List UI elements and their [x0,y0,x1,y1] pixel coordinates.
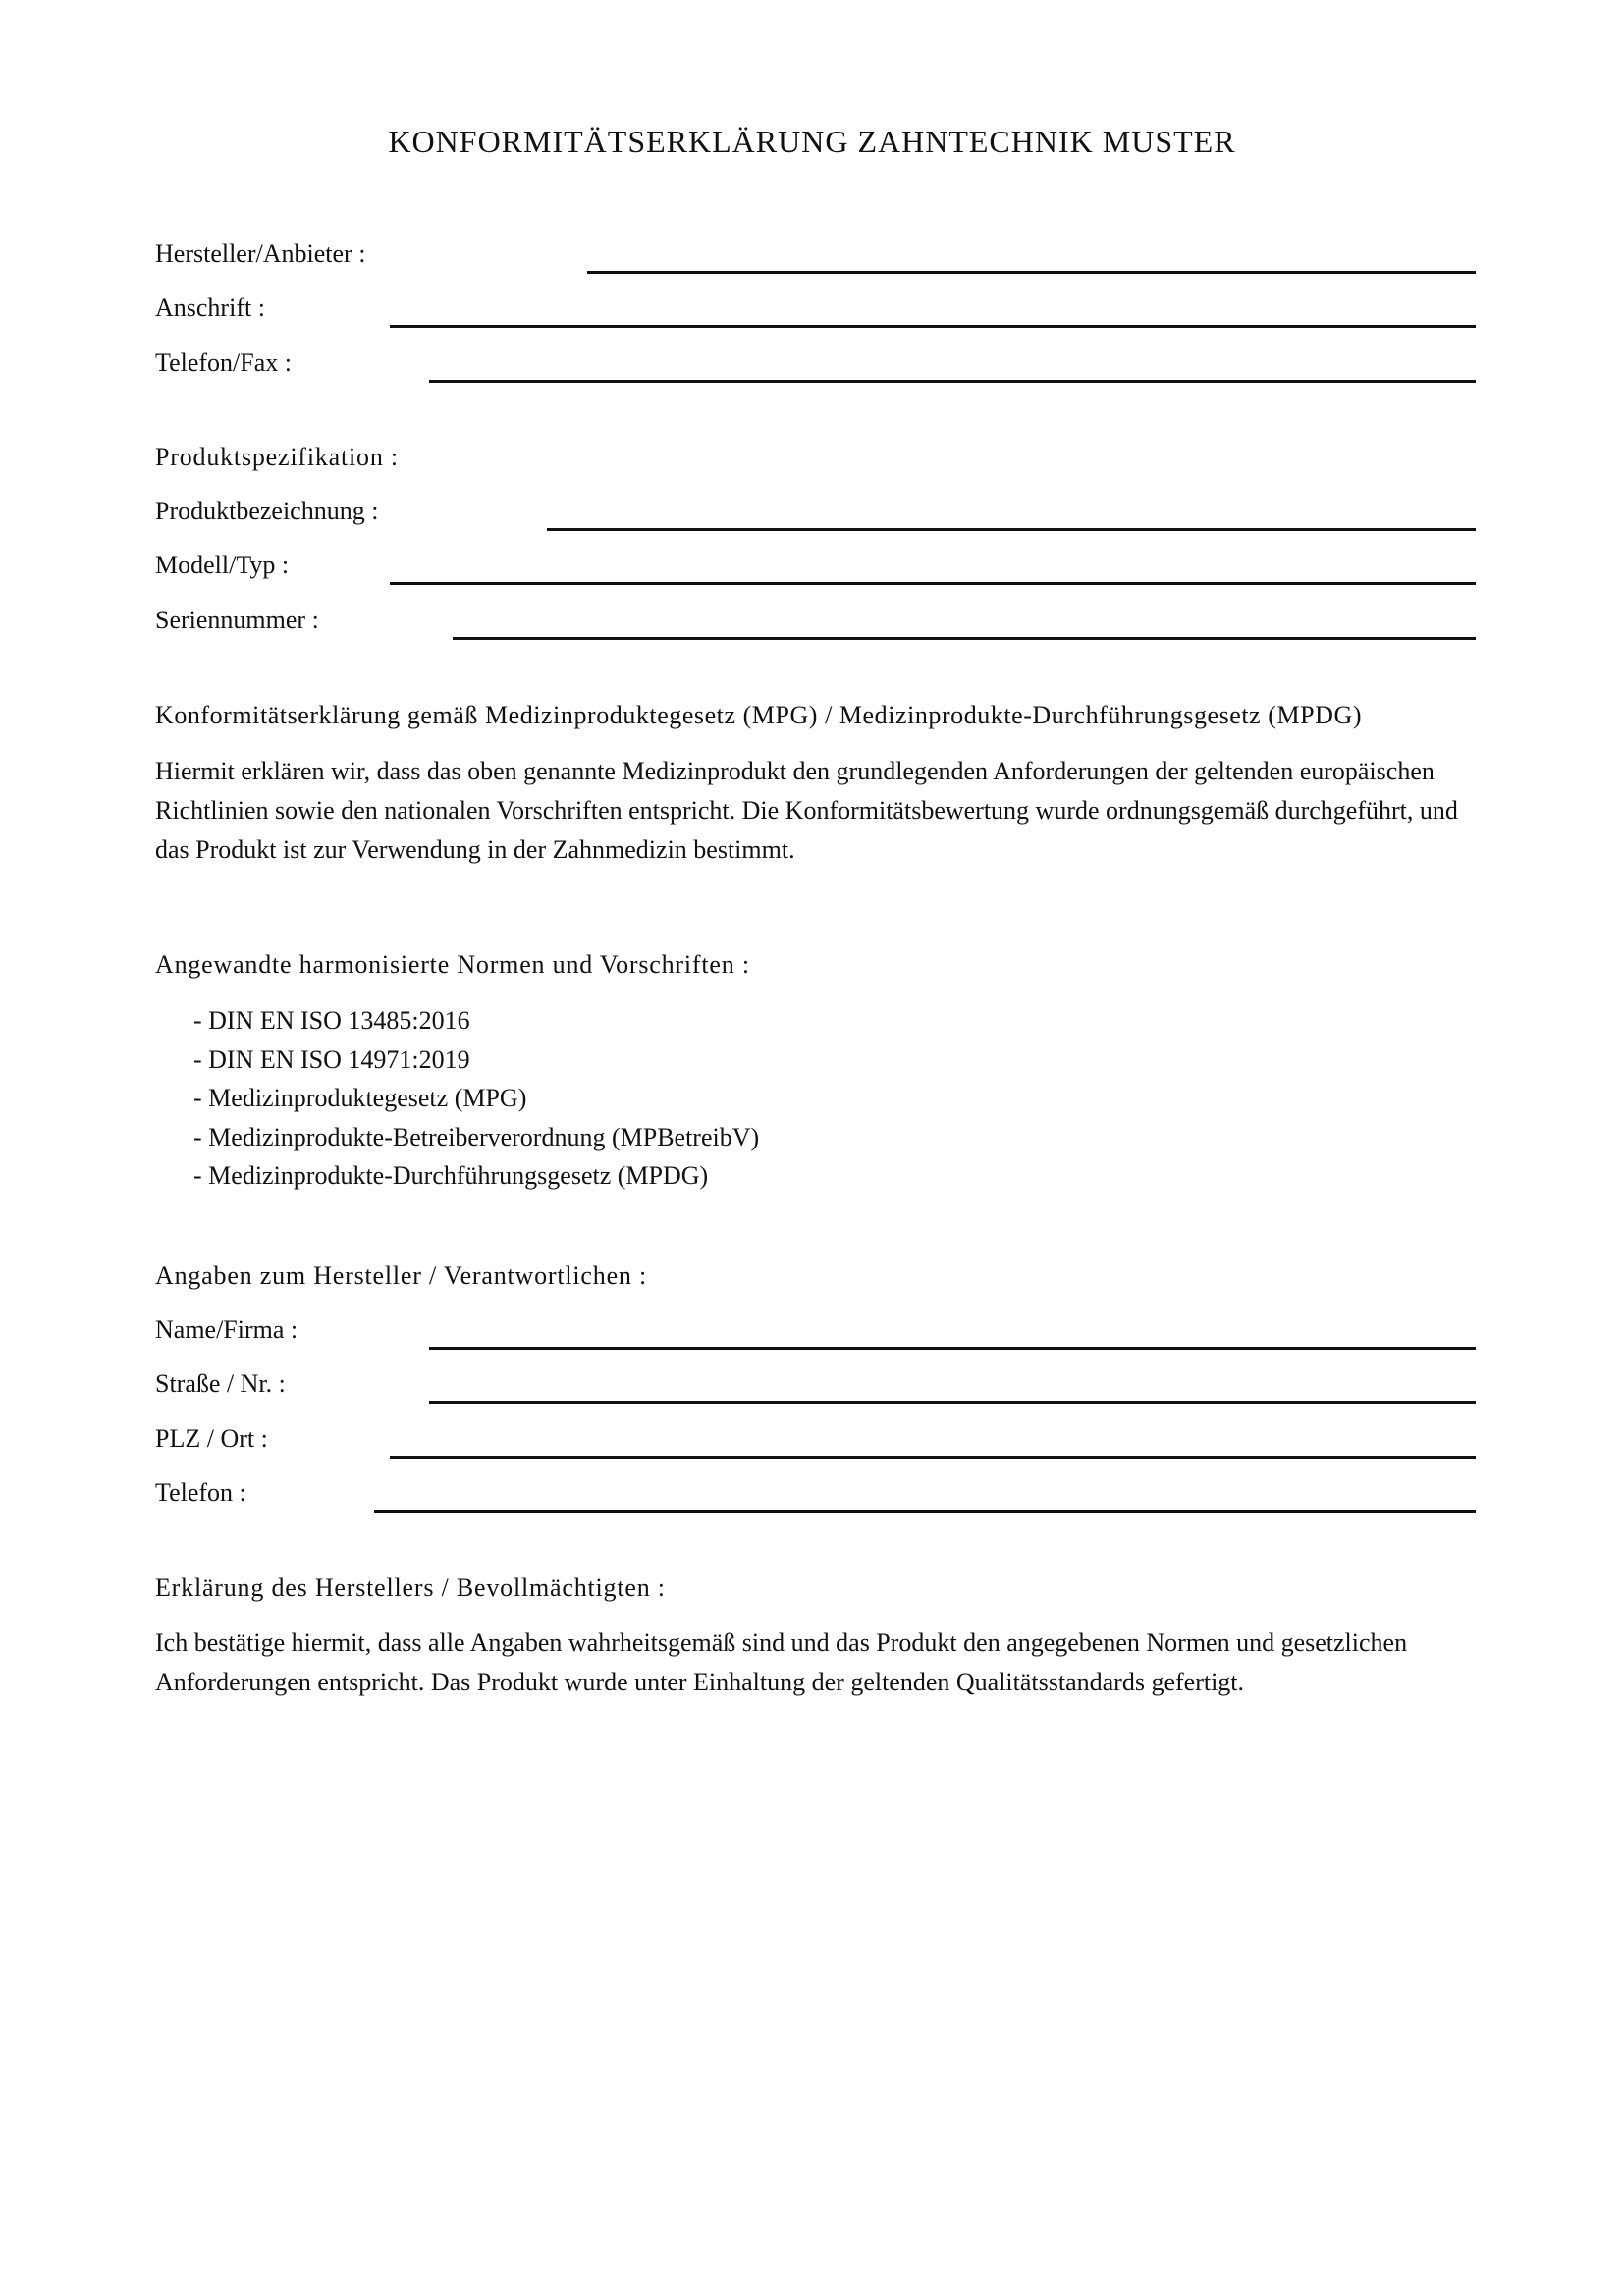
name-firma-label: Name/Firma : [155,1315,298,1344]
seriennummer-field-line[interactable] [453,637,1476,640]
normen-list-item: - DIN EN ISO 14971:2019 [193,1044,470,1074]
telefon-label: Telefon : [155,1478,246,1507]
plz-ort-label: PLZ / Ort : [155,1424,268,1453]
erklaerung-heading: Erklärung des Herstellers / Bevollmächtigten : [155,1574,666,1602]
konformitaet-text: Hiermit erklären wir, dass das oben genannte Medizinprodukt den grundlegenden Anforderungen der geltenden europäischen Richtlinien sowie den nationalen Vorschriften entspricht. Die Konformitätsbewertung wurde ordnungsgemäß durchgeführt, und das Produkt ist zur Verwendung in der Zahnmedizin bestimmt. [155,757,1458,864]
normen-list-item: - Medizinprodukte-Betreiberverordnung (MPBetreibV) [193,1122,760,1151]
seriennummer-label: Seriennummer : [155,606,319,634]
anschrift-label: Anschrift : [155,294,265,322]
modell-field-line[interactable] [390,582,1476,585]
document-title: KONFORMITÄTSERKLÄRUNG ZAHNTECHNIK MUSTER [388,124,1236,159]
konformitaet-heading: Konformitätserklärung gemäß Medizinproduktegesetz (MPG) / Medizinprodukte-Durchführungsgesetz (MPDG) [155,701,1363,729]
produktbezeichnung-field-line[interactable] [547,528,1476,531]
anschrift-field-line[interactable] [390,325,1476,328]
produktspezifikation-heading: Produktspezifikation : [155,443,399,471]
telefon-fax-field-line[interactable] [429,380,1476,383]
name-firma-field-line[interactable] [429,1347,1476,1350]
telefon-fax-label: Telefon/Fax : [155,348,292,377]
normen-list-item: - Medizinproduktegesetz (MPG) [193,1084,527,1112]
produktbezeichnung-label: Produktbezeichnung : [155,497,379,525]
normen-heading: Angewandte harmonisierte Normen und Vorschriften : [155,950,750,979]
plz-ort-field-line[interactable] [390,1456,1476,1459]
telefon-field-line[interactable] [374,1510,1476,1513]
normen-list [193,1001,759,1196]
normen-list-item: - DIN EN ISO 13485:2016 [193,1006,470,1035]
normen-list-item: - Medizinprodukte-Durchführungsgesetz (MPDG) [193,1161,709,1190]
strasse-field-line[interactable] [429,1401,1476,1404]
modell-label: Modell/Typ : [155,551,290,579]
hersteller-field-line[interactable] [587,271,1476,274]
strasse-label: Straße / Nr. : [155,1369,286,1398]
hersteller-angaben-heading: Angaben zum Hersteller / Verantwortlichen : [155,1261,648,1290]
hersteller-label: Hersteller/Anbieter : [155,240,366,268]
erklaerung-text: Ich bestätige hiermit, dass alle Angaben wahrheitsgemäß sind und das Produkt den angegebenen Normen und gesetzlichen Anforderungen entspricht. Das Produkt wurde unter Einhaltung der geltenden Qualitätsstandards gefertigt. [155,1629,1408,1696]
